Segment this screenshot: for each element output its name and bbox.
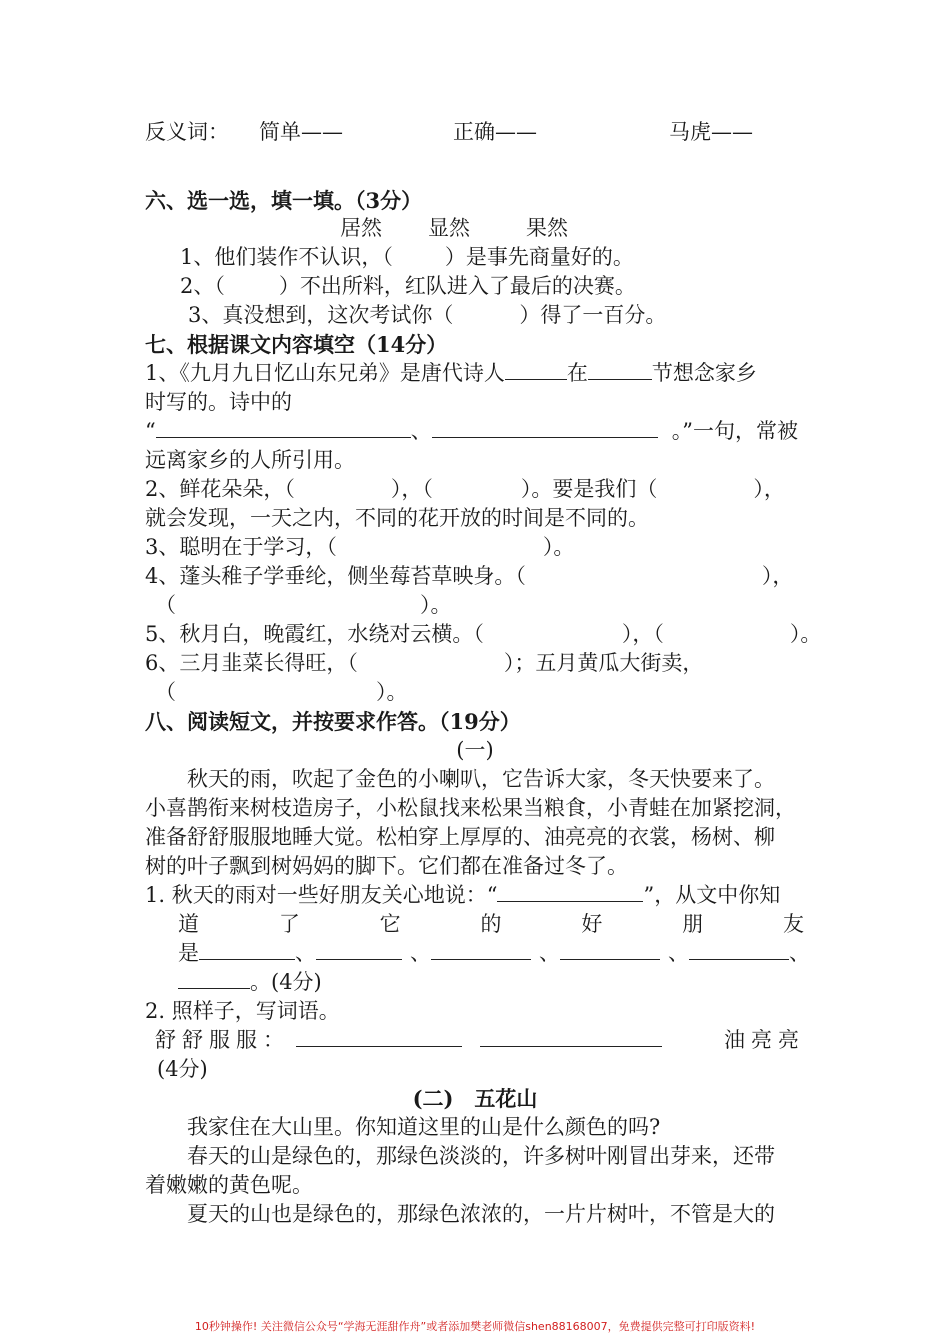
s8-question-2-points: (4分): [157, 1057, 208, 1081]
antonyms-label: 反义词：: [145, 120, 229, 144]
s7-question-6-line-2: （ ）。: [155, 680, 408, 704]
passage-1-line-2: 小喜鹊衔来树枝造房子，小松鼠找来松果当粮食，小青蛙在加紧挖洞，: [145, 796, 796, 820]
s8-question-1-line-1: 1. 秋天的雨对一些好朋友关心地说：“ ”，从文中你知: [145, 883, 781, 907]
s8-question-1-line-4: 。(4分): [178, 968, 838, 997]
choice-3: 果然: [526, 216, 568, 240]
passage-2-line-2: 春天的山是绿色的，那绿色淡淡的，许多树叶刚冒出芽来，还带: [187, 1144, 775, 1168]
passage-2-line-3: 着嫩嫩的黄色呢。: [145, 1173, 313, 1197]
antonym-1: 简单——: [259, 120, 343, 144]
blank[interactable]: [480, 1028, 662, 1047]
antonyms-line: [145, 118, 805, 147]
s7-question-5: 5、秋月白，晚霞红，水绕对云横。（ ），（ ）。: [145, 622, 822, 646]
choice-1: 居然: [340, 216, 382, 240]
blank[interactable]: [199, 941, 295, 960]
section-8-title: 八、阅读短文，并按要求作答。（19分）: [145, 709, 521, 734]
passage-1-line-4: 树的叶子飘到树妈妈的脚下。它们都在准备过冬了。: [145, 854, 628, 878]
passage-2-heading: (二) 五花山: [412, 1086, 538, 1111]
s7-question-6-line-1: 6、三月韭菜长得旺，（ ）；五月黄瓜大街卖，: [145, 651, 704, 675]
antonym-3: 马虎——: [669, 120, 753, 144]
promo-footer: 10秒钟操作! 关注微信公众号“学海无涯甜作舟”或者添加樊老师微信shen88168007，免费提供完整可打印版资料!: [194, 1320, 756, 1333]
s8-question-2-example: 舒舒服服： 油亮亮: [155, 1028, 805, 1052]
blank[interactable]: [432, 419, 658, 438]
blank[interactable]: [296, 1028, 462, 1047]
blank[interactable]: [178, 970, 250, 989]
s6-question-2: 2、（ ）不出所料，红队进入了最后的决赛。: [180, 274, 636, 298]
passage-2-line-1: 我家住在大山里。你知道这里的山是什么颜色的吗?: [187, 1115, 661, 1139]
blank[interactable]: [156, 419, 411, 438]
s6-question-1: 1、他们装作不认识，（ ）是事先商量好的。: [180, 245, 634, 269]
s7-question-1-line-3: “ 、 。”一句，常被: [145, 419, 798, 443]
s8-question-1-line-2: 道 了 它 的 好 朋 友: [178, 912, 804, 936]
passage-1-heading: (一): [456, 738, 494, 762]
blank[interactable]: [505, 361, 567, 380]
s8-question-1-line-3: 是 、 、 、 、 、: [178, 941, 810, 965]
s7-question-1-line-4: 远离家乡的人所引用。: [145, 448, 355, 472]
s7-question-1-line-1: 1、《九月九日忆山东兄弟》是唐代诗人 在 节想念家乡: [145, 361, 757, 385]
blank[interactable]: [497, 883, 643, 902]
s7-question-2-line-2: 就会发现，一天之内，不同的花开放的时间是不同的。: [145, 506, 649, 530]
s6-question-3: 3、真没想到，这次考试你（ ）得了一百分。: [188, 303, 667, 327]
s8-question-2: 2. 照样子，写词语。: [145, 999, 340, 1023]
s7-question-4-line-1: 4、蓬头稚子学垂纶，侧坐莓苔草映身。（ ），: [145, 564, 794, 588]
section-6-title: 六、选一选，填一填。（3分）: [145, 188, 423, 213]
section-6-choices: [340, 214, 950, 243]
blank[interactable]: [316, 941, 402, 960]
blank[interactable]: [560, 941, 660, 960]
s7-question-1-line-2: 时写的。诗中的: [145, 390, 292, 414]
blank[interactable]: [689, 941, 789, 960]
choice-2: 显然: [428, 216, 470, 240]
section-7-title: 七、根据课文内容填空（14分）: [145, 332, 448, 357]
passage-2-line-4: 夏天的山也是绿色的，那绿色浓浓的，一片片树叶，不管是大的: [187, 1202, 775, 1226]
blank[interactable]: [588, 361, 652, 380]
passage-1-line-1: 秋天的雨，吹起了金色的小喇叭，它告诉大家，冬天快要来了。: [187, 767, 775, 791]
s7-question-3: 3、聪明在于学习，（ ）。: [145, 535, 575, 559]
passage-1-line-3: 准备舒舒服服地睡大觉。松柏穿上厚厚的、油亮亮的衣裳，杨树、柳: [145, 825, 775, 849]
s7-question-2-line-1: 2、鲜花朵朵，（ ），（ ）。要是我们（ ），: [145, 477, 785, 501]
blank[interactable]: [431, 941, 531, 960]
s7-question-4-line-2: （ ）。: [155, 593, 452, 617]
antonym-2: 正确——: [453, 120, 537, 144]
